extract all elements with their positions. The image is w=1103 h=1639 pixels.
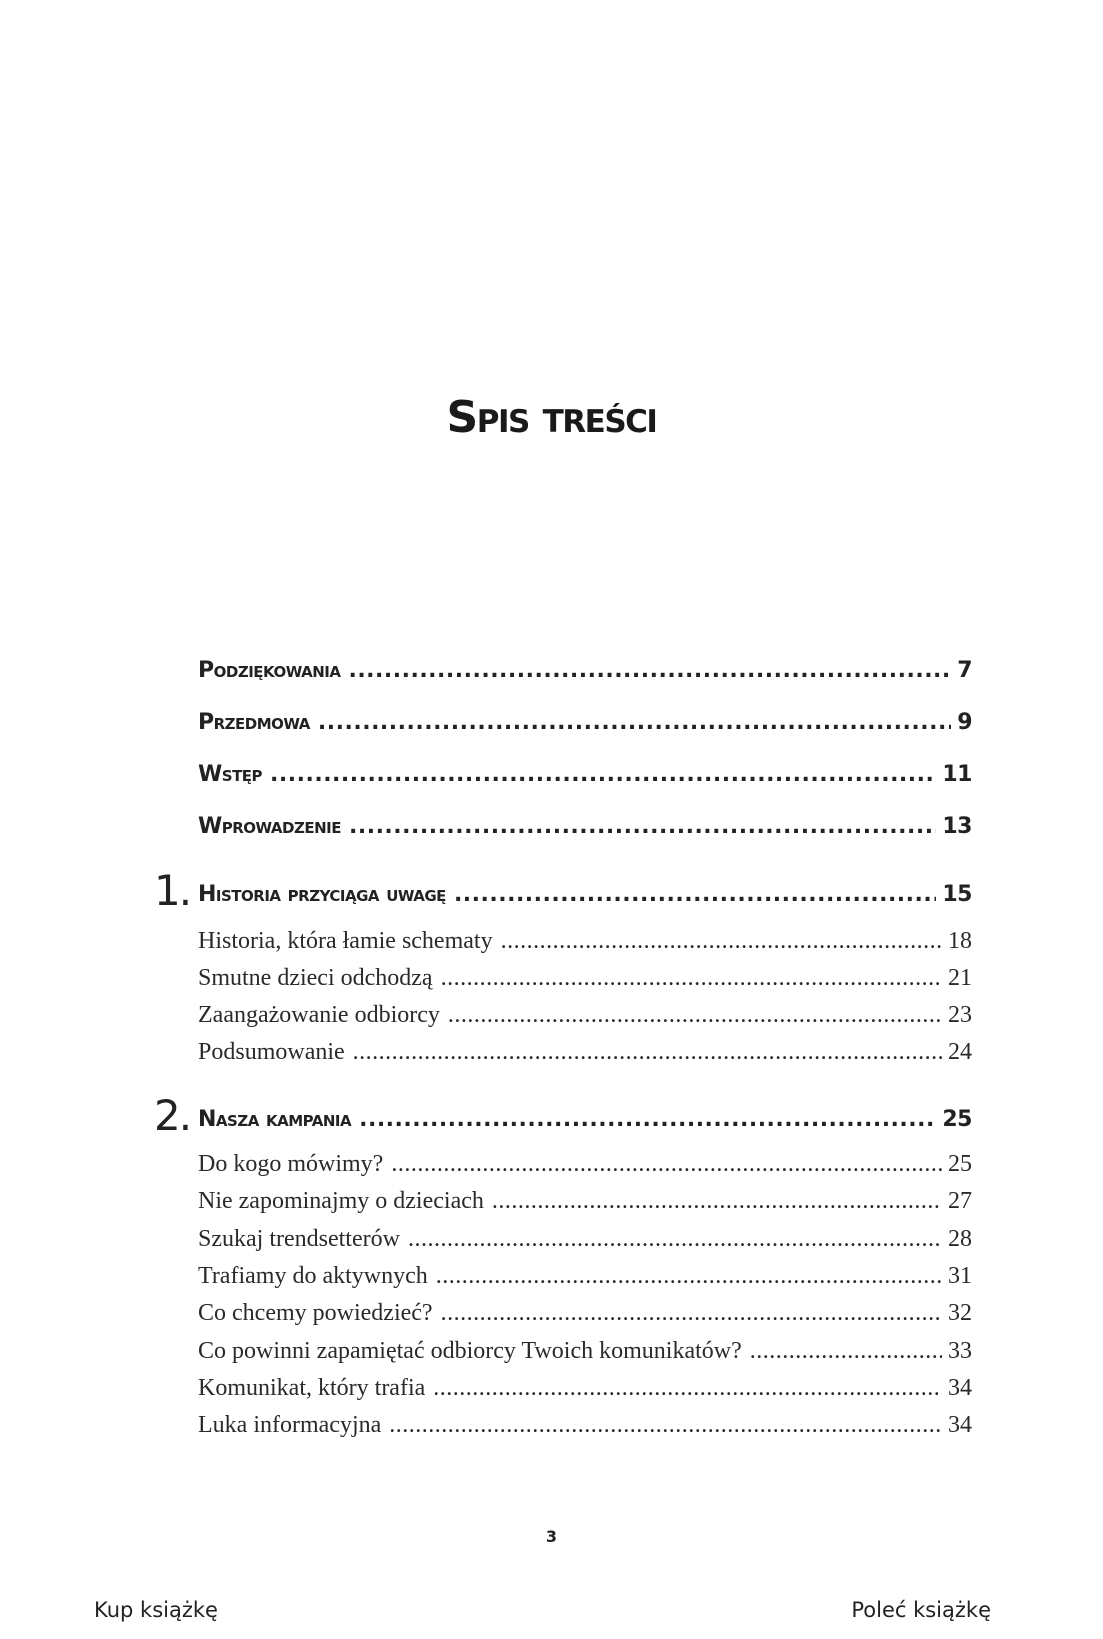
toc-entry-page: 11	[942, 762, 972, 787]
toc-entry-label: Nie zapominajmy o dzieciach	[198, 1188, 484, 1214]
toc-entry-label: Historia przyciąga uwagę	[198, 882, 446, 907]
toc-entry-page: 7	[957, 658, 972, 683]
toc-entry-label: Przedmowa	[198, 710, 310, 735]
toc-section[interactable]	[198, 1338, 972, 1365]
chapter-number: 2.	[154, 1091, 191, 1140]
toc-entry-page: 34	[948, 1375, 972, 1401]
toc-entry-label: Do kogo mówimy?	[198, 1151, 384, 1177]
chapter-number: 1.	[154, 866, 191, 915]
dot-leader	[501, 928, 942, 955]
toc-section[interactable]	[198, 1375, 972, 1402]
toc-entry-label: Co chcemy powiedzieć?	[198, 1300, 433, 1326]
toc-chapter-2[interactable]	[198, 1107, 972, 1132]
toc-entry-label: Podziękowania	[198, 658, 341, 683]
dot-leader	[492, 1188, 942, 1215]
dot-leader	[408, 1226, 942, 1253]
dot-leader	[348, 658, 951, 683]
dot-leader	[441, 965, 942, 992]
toc-section[interactable]	[198, 1300, 972, 1327]
dot-leader	[359, 1107, 936, 1132]
toc-entry-podziekowania[interactable]	[198, 658, 972, 683]
dot-leader	[454, 882, 936, 907]
toc-section[interactable]	[198, 1151, 972, 1178]
dot-leader	[441, 1300, 942, 1327]
toc-entry-label: Historia, która łamie schematy	[198, 928, 493, 954]
buy-book-link[interactable]: Kup książkę	[94, 1598, 218, 1622]
toc-entry-label: Wprowadzenie	[198, 814, 341, 839]
toc-entry-page: 23	[948, 1002, 972, 1028]
toc-entry-wprowadzenie[interactable]	[198, 814, 972, 839]
toc-entry-label: Podsumowanie	[198, 1039, 345, 1065]
toc-entry-page: 27	[948, 1188, 972, 1214]
dot-leader	[353, 1039, 942, 1066]
page-number: 3	[545, 1527, 558, 1546]
toc-entry-przedmowa[interactable]	[198, 710, 972, 735]
toc-entry-page: 33	[948, 1338, 972, 1364]
toc-section[interactable]	[198, 1039, 972, 1066]
toc-section[interactable]	[198, 1188, 972, 1215]
toc-entry-label: Komunikat, który trafia	[198, 1375, 426, 1401]
toc-entry-page: 32	[948, 1300, 972, 1326]
toc-entry-page: 9	[957, 710, 972, 735]
dot-leader	[448, 1002, 942, 1029]
toc-entry-page: 24	[948, 1039, 972, 1065]
toc-entry-label: Trafiamy do aktywnych	[198, 1263, 428, 1289]
toc-entry-page: 13	[942, 814, 972, 839]
dot-leader	[318, 710, 951, 735]
dot-leader	[750, 1338, 942, 1365]
toc-entry-page: 28	[948, 1226, 972, 1252]
toc-entry-label: Co powinni zapamiętać odbiorcy Twoich komunikatów?	[198, 1338, 742, 1364]
dot-leader	[436, 1263, 942, 1290]
toc-section[interactable]	[198, 1002, 972, 1029]
toc-section[interactable]	[198, 928, 972, 955]
toc-entry-page: 34	[948, 1412, 972, 1438]
toc-entry-label: Zaangażowanie odbiorcy	[198, 1002, 440, 1028]
toc-entry-page: 25	[948, 1151, 972, 1177]
dot-leader	[270, 762, 936, 787]
toc-section[interactable]	[198, 1263, 972, 1290]
toc-entry-page: 31	[948, 1263, 972, 1289]
toc-section[interactable]	[198, 965, 972, 992]
toc-entry-wstep[interactable]	[198, 762, 972, 787]
toc-section[interactable]	[198, 1412, 972, 1439]
toc-entry-label: Wstęp	[198, 762, 263, 787]
toc-entry-label: Smutne dzieci odchodzą	[198, 965, 433, 991]
page-title: Spis treści	[446, 392, 657, 443]
toc-entry-label: Szukaj trendsetterów	[198, 1226, 400, 1252]
toc-entry-label: Nasza kampania	[198, 1107, 352, 1132]
recommend-book-link[interactable]: Poleć książkę	[851, 1598, 991, 1622]
dot-leader	[433, 1375, 942, 1402]
toc-entry-page: 18	[948, 928, 972, 954]
toc-entry-label: Luka informacyjna	[198, 1412, 382, 1438]
dot-leader	[349, 814, 936, 839]
toc-entry-page: 21	[948, 965, 972, 991]
toc-section[interactable]	[198, 1226, 972, 1253]
dot-leader	[389, 1412, 942, 1439]
dot-leader	[391, 1151, 942, 1178]
toc-entry-page: 25	[942, 1107, 972, 1132]
toc-entry-page: 15	[942, 882, 972, 907]
toc-chapter-1[interactable]	[198, 882, 972, 907]
